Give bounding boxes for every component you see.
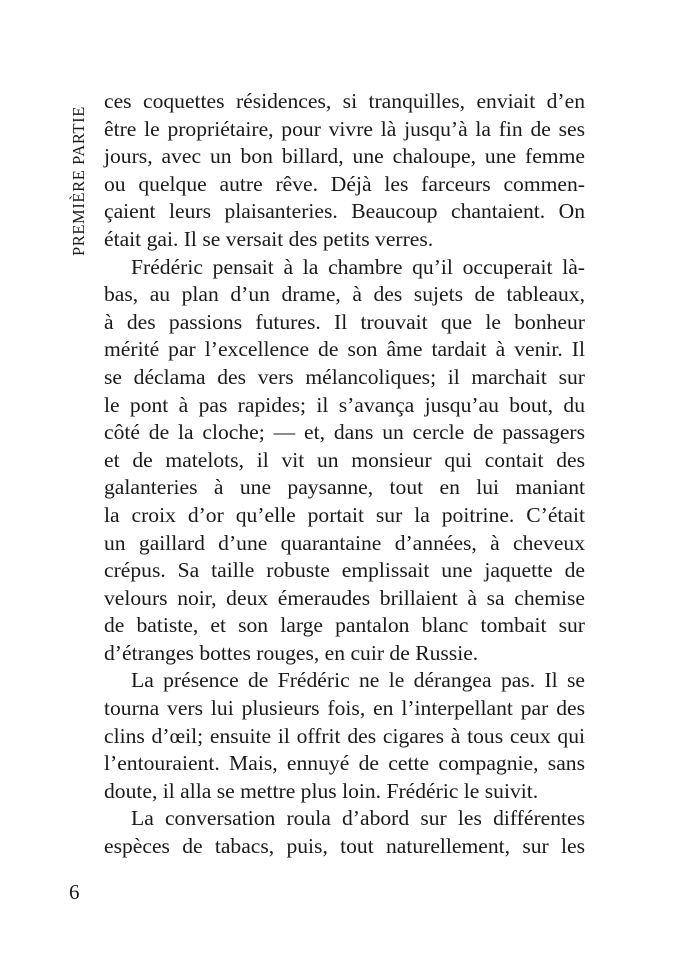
text-line: çaient leurs plaisanteries. Beaucoup chantaient. On <box>104 199 585 224</box>
text-line: le pont à pas rapides; il s’avança jusqu’au bout, du <box>104 392 585 417</box>
text-line: La conversation roula d’abord sur les différentes <box>131 806 585 831</box>
page-number: 6 <box>69 880 80 904</box>
text-line: un gaillard d’une quarantaine d’années, à cheveux <box>104 530 585 555</box>
text-line: bas, au plan d’un drame, à des sujets de tableaux, <box>104 282 585 307</box>
text-line: de batiste, et son large pantalon blanc tombait sur <box>104 613 585 638</box>
text-line: et de matelots, il vit un monsieur qui contait des <box>104 447 585 472</box>
text-line: galanteries à une paysanne, tout en lui maniant <box>104 475 585 500</box>
text-line: était gai. Il se versait des petits verres. <box>104 226 434 251</box>
text-line: crépus. Sa taille robuste emplissait une jaquette de <box>104 558 585 583</box>
body-text <box>104 88 585 861</box>
text-line: être le propriétaire, pour vivre là jusqu’à la fin de ses <box>104 116 585 141</box>
text-line: l’entouraient. Mais, ennuyé de cette compagnie, sans <box>104 751 585 776</box>
text-line: ces coquettes résidences, si tranquilles, enviait d’en <box>104 89 585 113</box>
text-line: se déclama des vers mélancoliques; il marchait sur <box>104 364 585 389</box>
text-line: la croix d’or qu’elle portait sur la poitrine. C’était <box>104 502 585 527</box>
text-line: à des passions futures. Il trouvait que le bonheur <box>104 309 585 334</box>
text-line: côté de la cloche; — et, dans un cercle de passagers <box>104 420 585 445</box>
text-line: tourna vers lui plusieurs fois, en l’interpellant par des <box>104 696 585 721</box>
text-line: jours, avec un bon billard, une chaloupe, une femme <box>104 144 585 169</box>
text-line: d’étranges bottes rouges, en cuir de Russie. <box>104 640 479 665</box>
text-line: clins d’œil; ensuite il offrit des cigares à tous ceux qui <box>104 723 585 748</box>
text-line: doute, il alla se mettre plus loin. Frédéric le suivit. <box>104 778 539 803</box>
text-line: mérité par l’excellence de son âme tardait à venir. Il <box>104 337 585 362</box>
text-line: La présence de Frédéric ne le dérangea pas. Il se <box>131 668 585 693</box>
text-line: ou quelque autre rêve. Déjà les farceurs commen- <box>104 171 585 196</box>
text-line: Frédéric pensait à la chambre qu’il occuperait là- <box>131 254 585 279</box>
running-head: PREMIÈRE PARTIE <box>69 106 88 256</box>
text-line: velours noir, deux émeraudes brillaient à sa chemise <box>104 585 585 610</box>
text-line: espèces de tabacs, puis, tout naturellement, sur les <box>104 834 585 859</box>
